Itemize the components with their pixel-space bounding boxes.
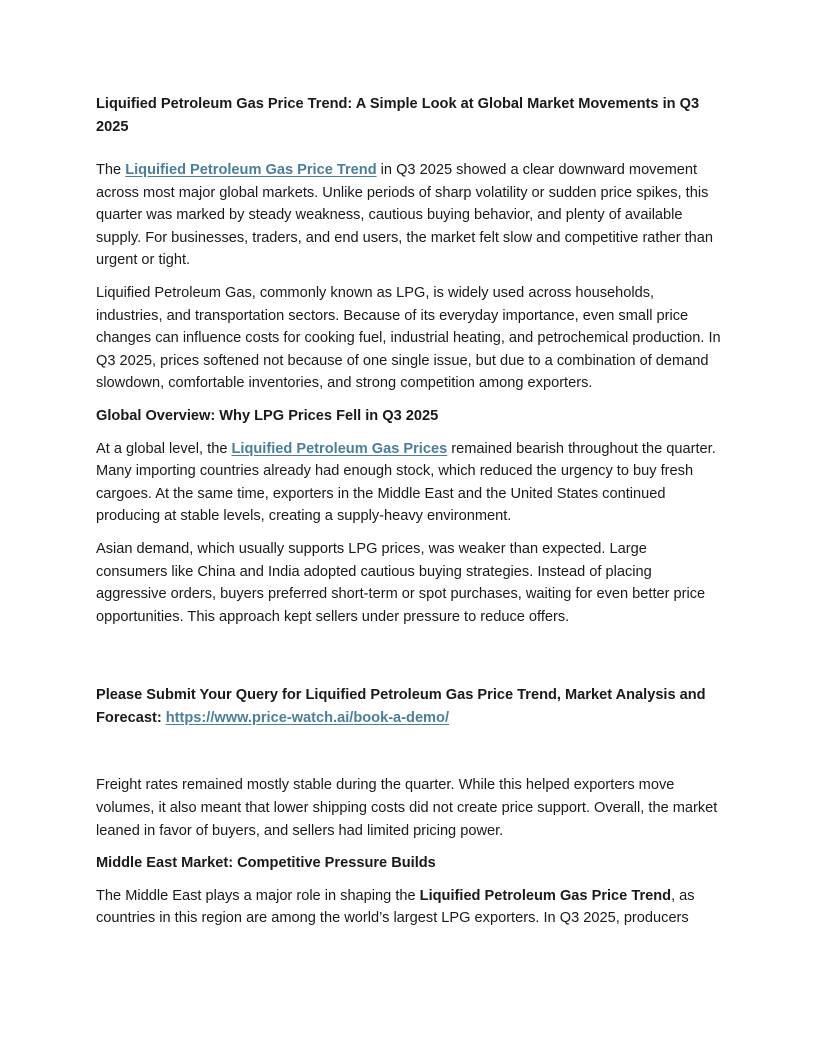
book-demo-link[interactable]: https://www.price-watch.ai/book-a-demo/: [165, 709, 450, 726]
document-page: [96, 93, 722, 940]
middle-east-text-before: The Middle East plays a major role in shaping the: [96, 887, 420, 904]
intro-text-before: The: [96, 162, 126, 178]
intro-text-after: in Q3 2025 showed a clear downward movement across most major global markets. Unlike periods of sharp volatility or sudden price spikes, this quarter was marked by steady weakness, cautious buying behavior, and plenty of available supply. For businesses, traders, and end users, the market felt slow and competitive rather than urgent or tight.: [96, 162, 714, 269]
middle-east-heading: Middle East Market: Competitive Pressure Builds: [96, 855, 436, 872]
global-text-before: At a global level, the: [96, 440, 232, 457]
lpg-prices-link[interactable]: Liquified Petroleum Gas Prices: [231, 440, 448, 457]
document-title: Liquified Petroleum Gas Price Trend: A Simple Look at Global Market Movements in Q3 2025: [96, 96, 700, 135]
global-overview-paragraph: [96, 438, 722, 528]
query-text: Please Submit Your Query for Liquified Petroleum Gas Price Trend, Market Analysis and Forecast:: [96, 687, 706, 726]
intro-paragraph: [96, 159, 722, 272]
asian-demand-paragraph: Asian demand, which usually supports LPG prices, was weaker than expected. Large consumers like China and India adopted cautious buying strategies. Instead of placing aggressive orders, buyers preferred short-term or spot purchases, waiting for even better price opportunities. This approach kept sellers under pressure to reduce offers.: [96, 540, 706, 625]
price-trend-keyword: Liquified Petroleum Gas Price Trend: [419, 887, 672, 904]
lpg-overview-paragraph: Liquified Petroleum Gas, commonly known as LPG, is widely used across households, industries, and transportation sectors. Because of its everyday importance, even small price changes can influence costs for cooking fuel, industrial heating, and petrochemical production. In Q3 2025, prices softened not because of one single issue, but due to a combination of demand slowdown, comfortable inventories, and strong competition among exporters.: [96, 284, 721, 392]
price-trend-link[interactable]: Liquified Petroleum Gas Price Trend: [125, 162, 377, 178]
freight-paragraph: Freight rates remained mostly stable during the quarter. While this helped exporters move volumes, it also meant that lower shipping costs did not create price support. Overall, the market leaned in favor of buyers, and sellers had limited pricing power.: [96, 777, 718, 839]
middle-east-paragraph: [96, 885, 722, 930]
global-text-after: remained bearish throughout the quarter. Many importing countries already had enough stock, which reduced the urgency to buy fresh cargoes. At the same time, exporters in the Middle East and the United States continued producing at stable levels, creating a supply-heavy environment.: [96, 440, 716, 525]
global-overview-heading: Global Overview: Why LPG Prices Fell in Q3 2025: [96, 407, 439, 424]
query-callout: [96, 684, 722, 729]
middle-east-text-after: , as countries in this region are among the world’s largest LPG exporters. In Q3 2025, producers: [96, 887, 695, 927]
